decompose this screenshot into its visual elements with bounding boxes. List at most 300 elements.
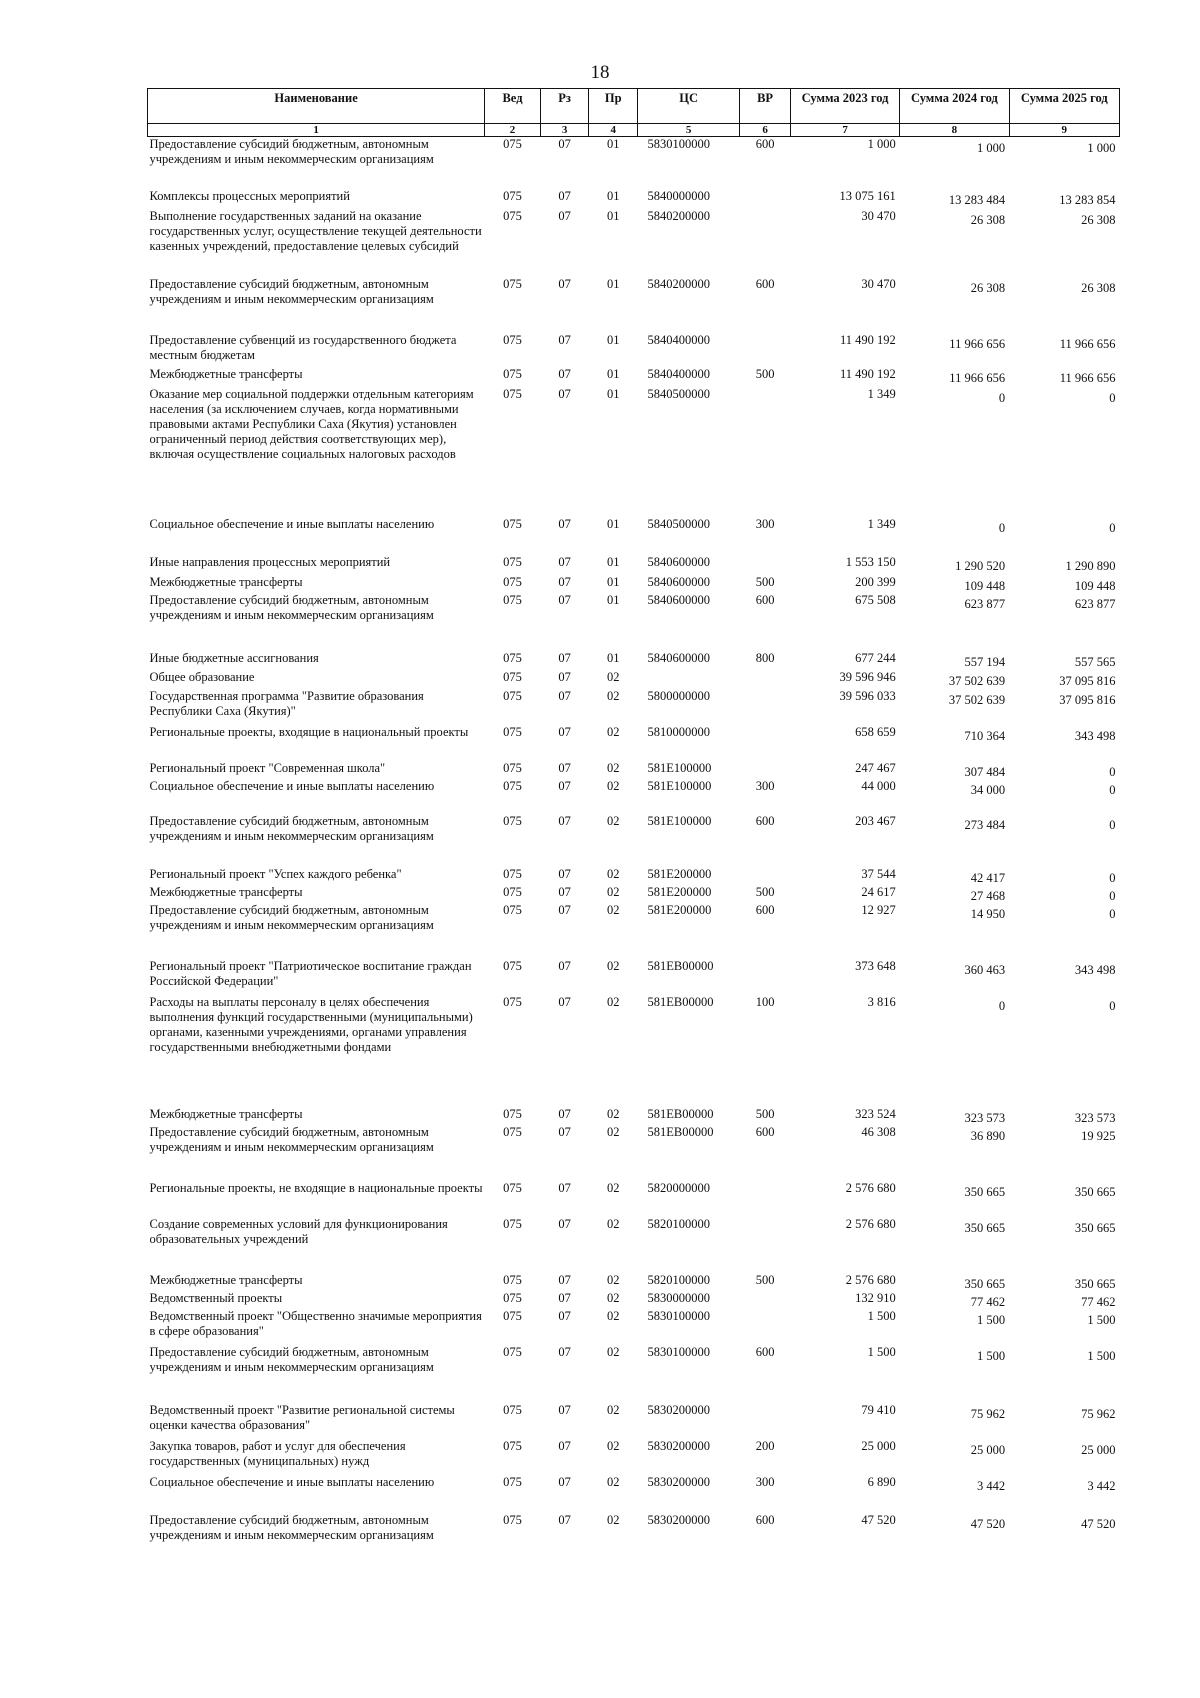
row-sum-2024: 47 520 — [970, 1516, 1006, 1531]
row-sum-2025: 557 565 — [1074, 654, 1116, 669]
row-sum-2023: 675 508 — [855, 592, 896, 607]
column-number: 6 — [740, 124, 791, 137]
table-row — [148, 885, 1120, 903]
row-pr: 02 — [606, 669, 620, 684]
row-rz: 07 — [558, 188, 571, 203]
row-sum-2024: 13 283 484 — [948, 192, 1006, 207]
row-sum-2024: 323 573 — [964, 1110, 1006, 1125]
row-rz: 07 — [558, 1438, 571, 1453]
row-name: Ведомственный проекты — [149, 1290, 283, 1305]
row-cs: 5840600000 — [647, 554, 711, 569]
row-pr: 01 — [606, 332, 620, 347]
row-sum-2023: 658 659 — [855, 724, 896, 739]
column-number: 8 — [900, 124, 1009, 137]
row-sum-2025: 1 500 — [1087, 1348, 1116, 1363]
row-sum-2024: 14 950 — [970, 906, 1006, 921]
row-pr: 01 — [606, 366, 620, 381]
row-sum-2025: 0 — [1109, 998, 1116, 1013]
column-number: 4 — [589, 124, 638, 137]
column-number: 5 — [638, 124, 740, 137]
row-vr — [740, 387, 791, 517]
row-sum-2025: 343 498 — [1074, 728, 1116, 743]
column-number: 9 — [1009, 124, 1119, 137]
column-number: 2 — [485, 124, 541, 137]
row-name: Предоставление субсидий бюджетным, автономным учреждениям и иным некоммерческим организациям — [149, 1512, 434, 1542]
header-sum-2024: Сумма 2024 год — [900, 89, 1009, 124]
row-pr: 02 — [606, 884, 620, 899]
row-ved: 075 — [503, 1216, 522, 1231]
row-sum-2025: 623 877 — [1074, 596, 1116, 611]
row-pr: 01 — [606, 137, 620, 151]
row-sum-2024: 75 962 — [970, 1406, 1006, 1421]
row-pr: 02 — [606, 994, 620, 1009]
row-sum-2024: 27 468 — [970, 888, 1006, 903]
row-cs: 5830000000 — [647, 1290, 711, 1305]
row-sum-2023: 13 075 161 — [839, 188, 896, 203]
row-rz: 07 — [558, 276, 571, 291]
row-sum-2023: 1 553 150 — [845, 554, 896, 569]
row-name: Оказание мер социальной поддержки отдельным категориям населения (за исключением случаев, когда нормативными правовыми актами Республики Саха (Якутия) установлен ограниченный период действия соответствующих мер), включая осуществление социальных налоговых расходов — [149, 386, 474, 461]
table-row — [148, 1309, 1120, 1345]
row-cs: 5810000000 — [647, 724, 711, 739]
row-name: Ведомственный проект "Общественно значимые мероприятия в сфере образования" — [149, 1308, 482, 1338]
row-vr: 600 — [755, 1512, 775, 1527]
row-vr: 200 — [755, 1438, 775, 1453]
table-body — [148, 137, 1120, 1549]
row-cs: 581EB00000 — [647, 1106, 714, 1121]
row-vr — [740, 761, 791, 779]
row-pr: 01 — [606, 554, 620, 569]
row-cs: 581EB00000 — [647, 994, 714, 1009]
row-pr: 02 — [606, 1124, 620, 1139]
table-row — [148, 689, 1120, 725]
column-number: 3 — [540, 124, 589, 137]
row-cs — [638, 670, 740, 689]
column-number: 7 — [790, 124, 899, 137]
row-ved: 075 — [503, 884, 522, 899]
row-cs: 5830200000 — [647, 1512, 711, 1527]
row-ved: 075 — [503, 1290, 522, 1305]
row-rz: 07 — [558, 902, 571, 917]
row-rz: 07 — [558, 332, 571, 347]
row-vr: 500 — [755, 1272, 775, 1287]
row-sum-2025: 350 665 — [1074, 1184, 1116, 1199]
row-cs: 5840600000 — [647, 574, 711, 589]
row-name: Предоставление субсидий бюджетным, автономным учреждениям и иным некоммерческим организациям — [149, 592, 434, 622]
row-name: Выполнение государственных заданий на оказание государственных услуг, осуществление текущей деятельности казенных учреждений, предоставление целевых субсидий — [149, 208, 482, 253]
row-pr: 01 — [606, 516, 620, 531]
table-row — [148, 725, 1120, 761]
row-sum-2024: 77 462 — [970, 1294, 1006, 1309]
row-vr — [740, 1403, 791, 1439]
row-sum-2023: 203 467 — [855, 813, 896, 828]
row-name: Региональный проект "Успех каждого ребенка" — [149, 866, 402, 881]
table-row — [148, 670, 1120, 689]
budget-table — [147, 88, 1120, 1549]
row-cs: 5820100000 — [647, 1272, 711, 1287]
row-sum-2024: 3 442 — [976, 1478, 1006, 1493]
row-rz: 07 — [558, 688, 571, 703]
row-sum-2025: 0 — [1109, 782, 1116, 797]
row-sum-2024: 350 665 — [964, 1220, 1006, 1235]
row-name: Социальное обеспечение и иные выплаты населению — [149, 516, 435, 531]
row-sum-2023: 47 520 — [861, 1512, 896, 1527]
row-sum-2025: 77 462 — [1081, 1294, 1116, 1309]
row-rz: 07 — [558, 516, 571, 531]
row-vr — [740, 867, 791, 885]
row-name: Межбюджетные трансферты — [149, 884, 303, 899]
row-name: Региональный проект "Современная школа" — [149, 760, 386, 775]
row-rz: 07 — [558, 1474, 571, 1489]
table-row — [148, 903, 1120, 959]
row-sum-2023: 30 470 — [861, 208, 896, 223]
row-cs: 5830200000 — [647, 1438, 711, 1453]
row-sum-2024: 360 463 — [964, 962, 1006, 977]
budget-table-container — [147, 88, 1120, 1549]
table-row — [148, 517, 1120, 555]
row-rz: 07 — [558, 994, 571, 1009]
table-row — [148, 1475, 1120, 1513]
row-ved: 075 — [503, 650, 522, 665]
row-sum-2023: 25 000 — [861, 1438, 896, 1453]
table-row — [148, 387, 1120, 517]
row-name: Общее образование — [149, 669, 255, 684]
row-sum-2024: 1 290 520 — [955, 558, 1006, 573]
row-ved: 075 — [503, 688, 522, 703]
row-vr: 800 — [755, 650, 775, 665]
row-rz: 07 — [558, 884, 571, 899]
row-vr — [740, 725, 791, 761]
row-sum-2025: 19 925 — [1081, 1128, 1116, 1143]
row-pr: 02 — [606, 1308, 620, 1323]
row-vr — [740, 689, 791, 725]
row-sum-2023: 11 490 192 — [839, 332, 896, 347]
table-row — [148, 1181, 1120, 1217]
row-ved: 075 — [503, 813, 522, 828]
row-sum-2024: 1 500 — [976, 1348, 1006, 1363]
row-cs: 5830100000 — [647, 137, 711, 151]
header-number-row — [148, 124, 1120, 137]
row-sum-2024: 710 364 — [964, 728, 1006, 743]
row-name: Межбюджетные трансферты — [149, 1106, 303, 1121]
row-pr: 02 — [606, 813, 620, 828]
row-name: Расходы на выплаты персоналу в целях обеспечения выполнения функций государственными (муниципальными) органами, казенными учреждениями, органами управления государственными внебюджетными фондами — [149, 994, 473, 1054]
table-row — [148, 995, 1120, 1107]
row-cs: 581E200000 — [647, 902, 712, 917]
row-sum-2025: 75 962 — [1081, 1406, 1116, 1421]
row-sum-2024: 36 890 — [970, 1128, 1006, 1143]
row-sum-2025: 0 — [1109, 906, 1116, 921]
row-sum-2025: 1 500 — [1087, 1312, 1116, 1327]
row-sum-2023: 12 927 — [861, 902, 896, 917]
row-ved: 075 — [503, 1180, 522, 1195]
row-cs: 5840500000 — [647, 386, 711, 401]
row-sum-2023: 323 524 — [855, 1106, 896, 1121]
row-ved: 075 — [503, 1106, 522, 1121]
row-rz: 07 — [558, 760, 571, 775]
row-name: Региональный проект "Патриотическое воспитание граждан Российской Федерации" — [149, 958, 472, 988]
row-pr: 02 — [606, 1402, 620, 1417]
row-vr — [740, 670, 791, 689]
row-sum-2023: 39 596 033 — [839, 688, 896, 703]
row-sum-2025: 0 — [1109, 390, 1116, 405]
row-ved: 075 — [503, 516, 522, 531]
row-ved: 075 — [503, 1272, 522, 1287]
row-rz: 07 — [558, 650, 571, 665]
row-vr: 500 — [755, 574, 775, 589]
row-cs: 5800000000 — [647, 688, 711, 703]
row-cs: 5830100000 — [647, 1308, 711, 1323]
row-ved: 075 — [503, 554, 522, 569]
row-cs: 581E200000 — [647, 866, 712, 881]
table-row — [148, 959, 1120, 995]
row-sum-2024: 0 — [998, 390, 1006, 405]
row-cs: 5830200000 — [647, 1402, 711, 1417]
row-cs: 5840600000 — [647, 650, 711, 665]
header-name: Наименование — [148, 89, 485, 124]
row-name: Социальное обеспечение и иные выплаты населению — [149, 778, 435, 793]
table-row — [148, 1403, 1120, 1439]
row-sum-2024: 37 502 639 — [948, 692, 1006, 707]
row-rz: 07 — [558, 778, 571, 793]
row-vr: 300 — [755, 516, 775, 531]
row-vr — [740, 555, 791, 575]
table-row — [148, 651, 1120, 670]
row-name: Предоставление субсидий бюджетным, автономным учреждениям и иным некоммерческим организациям — [149, 1124, 434, 1154]
row-sum-2023: 11 490 192 — [839, 366, 896, 381]
row-sum-2023: 132 910 — [855, 1290, 896, 1305]
table-row — [148, 1217, 1120, 1273]
row-sum-2023: 30 470 — [861, 276, 896, 291]
row-vr: 300 — [755, 1474, 775, 1489]
row-rz: 07 — [558, 366, 571, 381]
row-sum-2023: 2 576 680 — [845, 1272, 896, 1287]
row-sum-2025: 350 665 — [1074, 1276, 1116, 1291]
row-sum-2024: 350 665 — [964, 1276, 1006, 1291]
row-pr: 02 — [606, 1180, 620, 1195]
row-sum-2025: 323 573 — [1074, 1110, 1116, 1125]
row-sum-2025: 26 308 — [1081, 280, 1116, 295]
row-sum-2024: 1 500 — [976, 1312, 1006, 1327]
row-sum-2024: 26 308 — [970, 212, 1006, 227]
table-row — [148, 867, 1120, 885]
row-vr: 600 — [755, 902, 775, 917]
table-row — [148, 779, 1120, 814]
row-sum-2025: 37 095 816 — [1059, 673, 1116, 688]
row-cs: 5830200000 — [647, 1474, 711, 1489]
table-row — [148, 137, 1120, 189]
table-row — [148, 1273, 1120, 1291]
row-sum-2025: 0 — [1109, 870, 1116, 885]
row-pr: 01 — [606, 188, 620, 203]
row-pr: 02 — [606, 1216, 620, 1231]
row-name: Предоставление субсидий бюджетным, автономным учреждениям и иным некоммерческим организациям — [149, 1344, 434, 1374]
row-sum-2023: 1 000 — [867, 137, 896, 151]
row-ved: 075 — [503, 366, 522, 381]
row-ved: 075 — [503, 332, 522, 347]
row-sum-2023: 37 544 — [861, 866, 896, 881]
row-ved: 075 — [503, 724, 522, 739]
row-sum-2025: 13 283 854 — [1059, 192, 1116, 207]
row-pr: 02 — [606, 688, 620, 703]
row-sum-2025: 1 290 890 — [1065, 558, 1116, 573]
row-vr — [740, 1181, 791, 1217]
table-row — [148, 209, 1120, 277]
row-sum-2025: 11 966 656 — [1059, 336, 1116, 351]
row-rz: 07 — [558, 1272, 571, 1287]
row-vr: 300 — [755, 778, 775, 793]
table-row — [148, 1345, 1120, 1403]
row-pr: 02 — [606, 1438, 620, 1453]
row-pr: 02 — [606, 1512, 620, 1527]
row-rz: 07 — [558, 592, 571, 607]
row-pr: 01 — [606, 650, 620, 665]
row-ved: 075 — [503, 1474, 522, 1489]
row-ved: 075 — [503, 137, 522, 151]
header-row — [148, 89, 1120, 124]
row-ved: 075 — [503, 778, 522, 793]
column-number: 1 — [148, 124, 485, 137]
row-cs: 5820100000 — [647, 1216, 711, 1231]
row-rz: 07 — [558, 137, 571, 151]
table-row — [148, 1125, 1120, 1181]
row-pr: 01 — [606, 208, 620, 223]
row-sum-2023: 1 349 — [867, 386, 896, 401]
row-sum-2025: 343 498 — [1074, 962, 1116, 977]
row-name: Региональные проекты, входящие в национальный проекты — [149, 724, 469, 739]
row-vr: 500 — [755, 366, 775, 381]
row-vr: 500 — [755, 1106, 775, 1121]
row-sum-2023: 46 308 — [861, 1124, 896, 1139]
table-row — [148, 1291, 1120, 1309]
page-number: 18 — [590, 62, 610, 83]
table-row — [148, 761, 1120, 779]
row-cs: 5840200000 — [647, 208, 711, 223]
row-sum-2025: 25 000 — [1081, 1442, 1116, 1457]
row-rz: 07 — [558, 1308, 571, 1323]
row-pr: 02 — [606, 1344, 620, 1359]
row-sum-2025: 109 448 — [1074, 578, 1116, 593]
table-row — [148, 333, 1120, 367]
table-row — [148, 593, 1120, 651]
row-vr: 600 — [755, 592, 775, 607]
row-ved: 075 — [503, 1402, 522, 1417]
row-cs: 5840200000 — [647, 276, 711, 291]
row-ved: 075 — [503, 1308, 522, 1323]
header-pr: Пр — [589, 89, 638, 124]
row-name: Социальное обеспечение и иные выплаты населению — [149, 1474, 435, 1489]
row-rz: 07 — [558, 669, 571, 684]
row-vr — [740, 1291, 791, 1309]
row-sum-2025: 350 665 — [1074, 1220, 1116, 1235]
row-pr: 02 — [606, 760, 620, 775]
row-pr: 02 — [606, 1272, 620, 1287]
row-pr: 01 — [606, 574, 620, 589]
row-ved: 075 — [503, 958, 522, 973]
row-rz: 07 — [558, 1290, 571, 1305]
row-name: Ведомственный проект "Развитие региональной системы оценки качества образования" — [149, 1402, 455, 1432]
table-row — [148, 367, 1120, 387]
row-ved: 075 — [503, 760, 522, 775]
row-rz: 07 — [558, 1512, 571, 1527]
row-rz: 07 — [558, 386, 571, 401]
row-sum-2023: 79 410 — [861, 1402, 896, 1417]
row-rz: 07 — [558, 1344, 571, 1359]
row-sum-2024: 557 194 — [964, 654, 1006, 669]
row-sum-2024: 350 665 — [964, 1184, 1006, 1199]
row-cs: 581E100000 — [647, 760, 712, 775]
row-rz: 07 — [558, 574, 571, 589]
row-name: Межбюджетные трансферты — [149, 366, 303, 381]
row-rz: 07 — [558, 1402, 571, 1417]
row-sum-2025: 0 — [1109, 817, 1116, 832]
row-rz: 07 — [558, 813, 571, 828]
row-sum-2025: 11 966 656 — [1059, 370, 1116, 385]
table-row — [148, 814, 1120, 867]
table-header — [148, 89, 1120, 137]
header-sum-2025: Сумма 2025 год — [1009, 89, 1119, 124]
row-name: Создание современных условий для функционирования образовательных учреждений — [149, 1216, 448, 1246]
row-name: Комплексы процессных мероприятий — [149, 188, 350, 203]
row-rz: 07 — [558, 724, 571, 739]
row-ved: 075 — [503, 276, 522, 291]
row-ved: 075 — [503, 592, 522, 607]
row-vr — [740, 1309, 791, 1345]
row-ved: 075 — [503, 386, 522, 401]
row-sum-2024: 1 000 — [976, 141, 1006, 155]
row-cs: 5820000000 — [647, 1180, 711, 1195]
row-sum-2025: 0 — [1109, 764, 1116, 779]
row-vr: 600 — [755, 137, 775, 151]
row-cs: 5840400000 — [647, 366, 711, 381]
row-ved: 075 — [503, 866, 522, 881]
row-sum-2023: 247 467 — [855, 760, 896, 775]
row-ved: 075 — [503, 1512, 522, 1527]
row-sum-2023: 24 617 — [861, 884, 896, 899]
row-cs: 581E200000 — [647, 884, 712, 899]
row-sum-2023: 3 816 — [867, 994, 896, 1009]
row-rz: 07 — [558, 1216, 571, 1231]
row-sum-2024: 34 000 — [970, 782, 1006, 797]
row-pr: 01 — [606, 276, 620, 291]
header-vr: ВР — [740, 89, 791, 124]
row-ved: 075 — [503, 1124, 522, 1139]
row-rz: 07 — [558, 554, 571, 569]
row-pr: 01 — [606, 592, 620, 607]
row-sum-2025: 1 000 — [1087, 141, 1116, 155]
row-pr: 02 — [606, 1106, 620, 1121]
row-sum-2023: 39 596 946 — [839, 669, 896, 684]
header-ved: Вед — [485, 89, 541, 124]
row-sum-2023: 2 576 680 — [845, 1180, 896, 1195]
row-pr: 02 — [606, 1290, 620, 1305]
row-rz: 07 — [558, 1124, 571, 1139]
row-vr — [740, 209, 791, 277]
row-sum-2025: 3 442 — [1087, 1478, 1116, 1493]
header-rz: Рз — [540, 89, 589, 124]
row-vr — [740, 189, 791, 209]
row-vr — [740, 1217, 791, 1273]
row-name: Иные бюджетные ассигнования — [149, 650, 319, 665]
row-name: Предоставление субвенций из государственного бюджета местным бюджетам — [149, 332, 457, 362]
row-ved: 075 — [503, 1344, 522, 1359]
row-ved: 075 — [503, 188, 522, 203]
row-sum-2023: 1 500 — [867, 1344, 896, 1359]
row-sum-2024: 11 966 656 — [949, 336, 1006, 351]
row-sum-2024: 307 484 — [964, 764, 1006, 779]
row-vr: 600 — [755, 1124, 775, 1139]
row-cs: 581EB00000 — [647, 958, 714, 973]
